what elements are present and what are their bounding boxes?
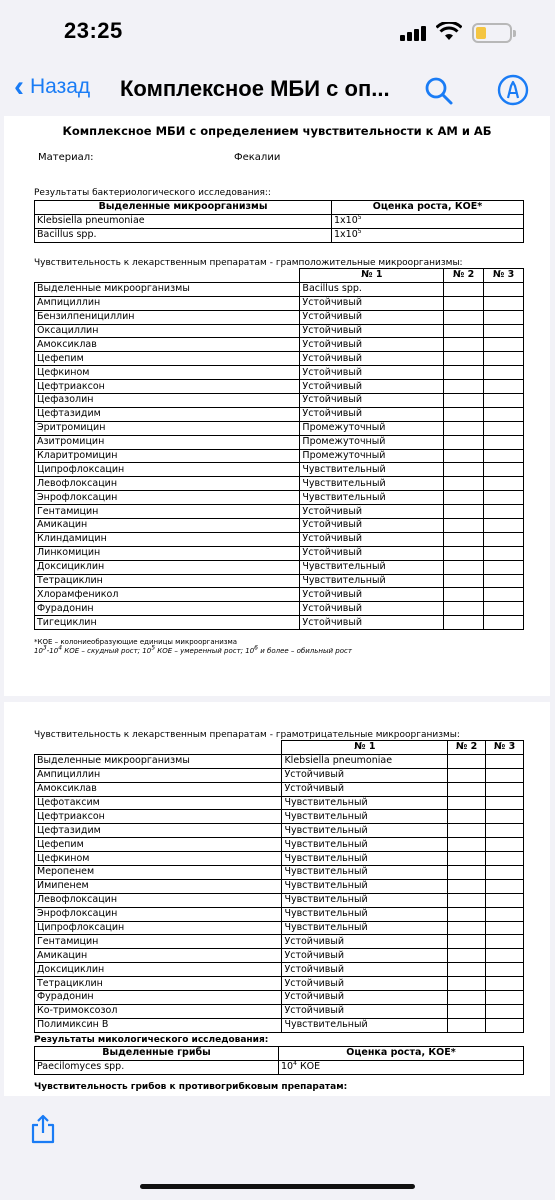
drug-name: Цефтазидим bbox=[35, 824, 282, 838]
myco-results-table bbox=[34, 1046, 524, 1075]
table-row bbox=[35, 463, 524, 477]
myco-section-label: Результаты микологического исследования: bbox=[34, 1035, 269, 1045]
column-header: № 3 bbox=[484, 269, 524, 283]
column-header: № 1 bbox=[282, 741, 448, 755]
drug-name: Ампициллин bbox=[35, 768, 282, 782]
drug-name: Тетрациклин bbox=[35, 977, 282, 991]
table-row bbox=[35, 796, 524, 810]
table-row bbox=[35, 810, 524, 824]
sensitivity-value: Устойчивый bbox=[300, 407, 444, 421]
table-row bbox=[35, 977, 524, 991]
sensitivity-value: Чувствительный bbox=[282, 866, 448, 880]
table-row bbox=[35, 282, 524, 296]
sensitivity-cell-3 bbox=[486, 977, 524, 991]
drug-name: Оксациллин bbox=[35, 324, 300, 338]
organism-name: Klebsiella pneumoniae bbox=[35, 214, 332, 228]
drug-name: Азитромицин bbox=[35, 435, 300, 449]
sensitivity-cell-3 bbox=[484, 380, 524, 394]
sensitivity-cell-2 bbox=[444, 477, 484, 491]
sensitivity-cell-2 bbox=[448, 949, 486, 963]
sensitivity-value: Чувствительный bbox=[300, 477, 444, 491]
sensitivity-cell-2 bbox=[444, 421, 484, 435]
table-row bbox=[35, 754, 524, 768]
sensitivity-cell-2 bbox=[448, 796, 486, 810]
table-row bbox=[35, 1018, 524, 1032]
table-row bbox=[35, 1004, 524, 1018]
sensitivity-cell-3 bbox=[484, 394, 524, 408]
table-row bbox=[35, 921, 524, 935]
sensitivity-cell-3 bbox=[484, 616, 524, 630]
table-row bbox=[35, 491, 524, 505]
sensitivity-cell-2 bbox=[444, 616, 484, 630]
drug-name: Ципрофлоксацин bbox=[35, 921, 282, 935]
table-row bbox=[35, 935, 524, 949]
drug-name: Эритромицин bbox=[35, 421, 300, 435]
sensitivity-cell-3 bbox=[484, 352, 524, 366]
column-header: № 3 bbox=[486, 741, 524, 755]
table-row bbox=[35, 435, 524, 449]
sensitivity-cell-2 bbox=[444, 463, 484, 477]
drug-name: Доксициклин bbox=[35, 560, 300, 574]
sensitivity-cell-2 bbox=[444, 338, 484, 352]
table-row bbox=[35, 824, 524, 838]
row-value: Bacillus spp. bbox=[300, 282, 444, 296]
sensitivity-cell-2 bbox=[444, 449, 484, 463]
table-row bbox=[35, 532, 524, 546]
page-title: Комплексное МБИ с оп... bbox=[120, 76, 390, 101]
table-row bbox=[35, 338, 524, 352]
sensitivity-cell-2 bbox=[444, 574, 484, 588]
sensitivity-value: Устойчивый bbox=[282, 768, 448, 782]
sensitivity-cell-3 bbox=[484, 324, 524, 338]
sensitivity-value: Чувствительный bbox=[300, 574, 444, 588]
drug-name: Амоксиклав bbox=[35, 782, 282, 796]
sensitivity-value: Устойчивый bbox=[300, 546, 444, 560]
sensitivity-cell-2 bbox=[444, 505, 484, 519]
table-row bbox=[35, 768, 524, 782]
drug-name: Цефтазидим bbox=[35, 407, 300, 421]
status-bar bbox=[0, 0, 555, 62]
table-row bbox=[35, 477, 524, 491]
sensitivity-cell-2 bbox=[448, 838, 486, 852]
sensitivity-value: Чувствительный bbox=[300, 491, 444, 505]
column-header: № 2 bbox=[444, 269, 484, 283]
sensitivity-value: Чувствительный bbox=[282, 1018, 448, 1032]
sensitivity-cell-3 bbox=[484, 574, 524, 588]
table-row bbox=[35, 546, 524, 560]
table-header: Оценка роста, КОЕ* bbox=[279, 1047, 524, 1061]
drug-name: Клиндамицин bbox=[35, 532, 300, 546]
bact-results-table bbox=[34, 200, 524, 243]
share-icon[interactable] bbox=[30, 1114, 56, 1144]
sensitivity-cell-3 bbox=[484, 491, 524, 505]
sensitivity-cell-3 bbox=[486, 1004, 524, 1018]
table-row bbox=[35, 574, 524, 588]
sensitivity-cell-2 bbox=[444, 296, 484, 310]
table-row bbox=[35, 366, 524, 380]
table-row bbox=[35, 866, 524, 880]
drug-name: Ампициллин bbox=[35, 296, 300, 310]
battery-icon bbox=[472, 23, 512, 43]
gram-positive-table bbox=[34, 268, 524, 630]
document-page-1 bbox=[4, 116, 550, 696]
drug-name: Цефотаксим bbox=[35, 796, 282, 810]
sensitivity-value: Устойчивый bbox=[300, 532, 444, 546]
material-value: Фекалии bbox=[234, 152, 281, 163]
sensitivity-value: Промежуточный bbox=[300, 449, 444, 463]
table-row bbox=[35, 380, 524, 394]
sensitivity-value: Промежуточный bbox=[300, 435, 444, 449]
table-row bbox=[35, 228, 524, 242]
sensitivity-value: Устойчивый bbox=[300, 519, 444, 533]
sensitivity-cell-3 bbox=[484, 407, 524, 421]
drug-name: Энрофлоксацин bbox=[35, 907, 282, 921]
sensitivity-cell-2 bbox=[444, 352, 484, 366]
growth-value: $1x10^5$ bbox=[332, 228, 524, 242]
table-row bbox=[35, 949, 524, 963]
sensitivity-cell-2 bbox=[448, 866, 486, 880]
sensitivity-value: Устойчивый bbox=[300, 310, 444, 324]
sensitivity-cell-3 bbox=[484, 477, 524, 491]
sensitivity-value: Устойчивый bbox=[300, 324, 444, 338]
sensitivity-value: Устойчивый bbox=[282, 935, 448, 949]
row-label: Выделенные микроорганизмы bbox=[35, 282, 300, 296]
drug-name: Фурадонин bbox=[35, 991, 282, 1005]
sensitivity-cell-3 bbox=[486, 949, 524, 963]
markup-pen-icon[interactable] bbox=[497, 74, 529, 106]
sensitivity-value: Устойчивый bbox=[300, 588, 444, 602]
antifungal-section-label: Чувствительность грибов к противогрибковым препаратам: bbox=[34, 1082, 348, 1092]
sensitivity-cell-2 bbox=[444, 602, 484, 616]
table-row bbox=[35, 519, 524, 533]
drug-name: Гентамицин bbox=[35, 505, 300, 519]
sensitivity-cell-2 bbox=[444, 519, 484, 533]
drug-name: Тетрациклин bbox=[35, 574, 300, 588]
table-row bbox=[35, 852, 524, 866]
sensitivity-cell-3 bbox=[484, 463, 524, 477]
sensitivity-cell-3 bbox=[484, 532, 524, 546]
sensitivity-cell-3 bbox=[484, 435, 524, 449]
table-row bbox=[35, 963, 524, 977]
drug-name: Тигециклин bbox=[35, 616, 300, 630]
sensitivity-cell-2 bbox=[448, 893, 486, 907]
wifi-icon bbox=[436, 22, 462, 42]
sensitivity-cell-3 bbox=[486, 935, 524, 949]
sensitivity-value: Чувствительный bbox=[282, 907, 448, 921]
sensitivity-cell-3 bbox=[486, 963, 524, 977]
document-title: Комплексное МБИ с определением чувствительности к АМ и АБ bbox=[62, 124, 492, 138]
sensitivity-value: Устойчивый bbox=[300, 366, 444, 380]
sensitivity-cell-3 bbox=[486, 991, 524, 1005]
sensitivity-value: Устойчивый bbox=[300, 616, 444, 630]
document-page-2 bbox=[4, 702, 550, 1096]
navigation-bar bbox=[0, 62, 555, 118]
sensitivity-value: Промежуточный bbox=[300, 421, 444, 435]
table-row bbox=[35, 1060, 524, 1074]
sensitivity-cell-3 bbox=[486, 810, 524, 824]
back-button[interactable] bbox=[14, 70, 91, 103]
drug-name: Левофлоксацин bbox=[35, 477, 300, 491]
drug-name: Амикацин bbox=[35, 519, 300, 533]
sensitivity-value: Чувствительный bbox=[282, 796, 448, 810]
sensitivity-value: Чувствительный bbox=[282, 893, 448, 907]
sensitivity-cell-2 bbox=[444, 394, 484, 408]
drug-name: Левофлоксацин bbox=[35, 893, 282, 907]
footnote-growth-scale: $10^3-10^4$ КОЕ – скудный рост; $10^5$ КОЕ – умеренный рост; $10^6$ и более – обильный рост bbox=[34, 644, 352, 655]
sensitivity-cell-2 bbox=[448, 1018, 486, 1032]
growth-value: $10^4$ КОЕ bbox=[279, 1060, 524, 1074]
table-row bbox=[35, 616, 524, 630]
drug-name: Имипенем bbox=[35, 879, 282, 893]
status-time: 23:25 bbox=[64, 18, 123, 43]
drug-name: Гентамицин bbox=[35, 935, 282, 949]
sensitivity-cell-3 bbox=[486, 782, 524, 796]
sensitivity-cell-2 bbox=[448, 879, 486, 893]
sensitivity-cell-3 bbox=[486, 921, 524, 935]
sensitivity-value: Чувствительный bbox=[282, 810, 448, 824]
row-label: Выделенные микроорганизмы bbox=[35, 754, 282, 768]
sensitivity-cell-3 bbox=[484, 366, 524, 380]
sensitivity-value: Устойчивый bbox=[300, 394, 444, 408]
drug-name: Цефтриаксон bbox=[35, 810, 282, 824]
gram-negative-table bbox=[34, 740, 524, 1033]
sensitivity-value: Устойчивый bbox=[282, 1004, 448, 1018]
table-row bbox=[35, 505, 524, 519]
sensitivity-cell-2 bbox=[444, 435, 484, 449]
drug-name: Доксициклин bbox=[35, 963, 282, 977]
table-row bbox=[35, 394, 524, 408]
search-icon[interactable] bbox=[424, 76, 454, 106]
sensitivity-cell-2 bbox=[448, 963, 486, 977]
sensitivity-value: Чувствительный bbox=[282, 852, 448, 866]
column-header: № 1 bbox=[300, 269, 444, 283]
sensitivity-cell-3 bbox=[484, 519, 524, 533]
row-value: Klebsiella pneumoniae bbox=[282, 754, 448, 768]
table-row bbox=[35, 310, 524, 324]
sensitivity-cell-3 bbox=[484, 421, 524, 435]
sensitivity-value: Устойчивый bbox=[282, 963, 448, 977]
sensitivity-cell-2 bbox=[448, 907, 486, 921]
sensitivity-cell-2 bbox=[448, 921, 486, 935]
drug-name: Хлорамфеникол bbox=[35, 588, 300, 602]
sensitivity-cell-2 bbox=[448, 824, 486, 838]
table-row bbox=[35, 588, 524, 602]
sensitivity-value: Устойчивый bbox=[300, 380, 444, 394]
fungus-name: Paecilomyces spp. bbox=[35, 1060, 279, 1074]
sensitivity-value: Устойчивый bbox=[282, 977, 448, 991]
sensitivity-value: Устойчивый bbox=[300, 602, 444, 616]
sensitivity-cell-2 bbox=[448, 991, 486, 1005]
chevron-left-icon: ‹ bbox=[14, 70, 24, 103]
organism-name: Bacillus spp. bbox=[35, 228, 332, 242]
table-header: Выделенные грибы bbox=[35, 1047, 279, 1061]
sensitivity-value: Устойчивый bbox=[282, 991, 448, 1005]
sensitivity-cell-2 bbox=[444, 560, 484, 574]
bact-section-label: Результаты бактериологического исследования:: bbox=[34, 188, 271, 198]
gn-section-label: Чувствительность к лекарственным препаратам - грамотрицательные микроорганизмы: bbox=[34, 730, 460, 740]
table-row bbox=[35, 602, 524, 616]
table-row bbox=[35, 352, 524, 366]
sensitivity-cell-3 bbox=[486, 768, 524, 782]
drug-name: Ципрофлоксацин bbox=[35, 463, 300, 477]
sensitivity-cell-3 bbox=[486, 866, 524, 880]
table-row bbox=[35, 324, 524, 338]
sensitivity-value: Чувствительный bbox=[300, 560, 444, 574]
sensitivity-cell-3 bbox=[484, 602, 524, 616]
sensitivity-value: Чувствительный bbox=[300, 463, 444, 477]
table-row bbox=[35, 907, 524, 921]
cellular-signal-icon bbox=[400, 25, 428, 41]
sensitivity-value: Чувствительный bbox=[282, 879, 448, 893]
sensitivity-cell-3 bbox=[484, 560, 524, 574]
sensitivity-cell-3 bbox=[486, 852, 524, 866]
sensitivity-cell-2 bbox=[448, 782, 486, 796]
sensitivity-cell-2 bbox=[448, 768, 486, 782]
sensitivity-cell-3 bbox=[484, 505, 524, 519]
table-row bbox=[35, 214, 524, 228]
gp-section-label: Чувствительность к лекарственным препаратам - грамположительные микроорганизмы: bbox=[34, 258, 463, 268]
drug-name: Амоксиклав bbox=[35, 338, 300, 352]
sensitivity-cell-2 bbox=[444, 310, 484, 324]
back-label: Назад bbox=[30, 75, 91, 98]
drug-name: Цефепим bbox=[35, 352, 300, 366]
table-row bbox=[35, 991, 524, 1005]
sensitivity-cell-2 bbox=[448, 810, 486, 824]
sensitivity-cell-2 bbox=[444, 532, 484, 546]
sensitivity-cell-2 bbox=[444, 407, 484, 421]
sensitivity-cell-3 bbox=[486, 907, 524, 921]
sensitivity-cell-3 bbox=[484, 588, 524, 602]
table-row bbox=[35, 449, 524, 463]
sensitivity-value: Чувствительный bbox=[282, 824, 448, 838]
sensitivity-cell-3 bbox=[484, 296, 524, 310]
growth-value: $1x10^5$ bbox=[332, 214, 524, 228]
drug-name: Бензилпенициллин bbox=[35, 310, 300, 324]
drug-name: Ко-тримоксозол bbox=[35, 1004, 282, 1018]
drug-name: Цефкином bbox=[35, 852, 282, 866]
drug-name: Цефкином bbox=[35, 366, 300, 380]
home-indicator bbox=[140, 1184, 415, 1189]
sensitivity-cell-3 bbox=[484, 310, 524, 324]
drug-name: Линкомицин bbox=[35, 546, 300, 560]
sensitivity-cell-3 bbox=[486, 824, 524, 838]
drug-name: Кларитромицин bbox=[35, 449, 300, 463]
sensitivity-cell-3 bbox=[486, 879, 524, 893]
sensitivity-cell-2 bbox=[444, 546, 484, 560]
drug-name: Энрофлоксацин bbox=[35, 491, 300, 505]
drug-name: Полимиксин В bbox=[35, 1018, 282, 1032]
sensitivity-cell-3 bbox=[484, 449, 524, 463]
material-label: Материал: bbox=[38, 152, 94, 163]
sensitivity-cell-3 bbox=[486, 1018, 524, 1032]
sensitivity-cell-3 bbox=[486, 838, 524, 852]
sensitivity-cell-2 bbox=[448, 852, 486, 866]
drug-name: Амикацин bbox=[35, 949, 282, 963]
table-row bbox=[35, 893, 524, 907]
sensitivity-value: Устойчивый bbox=[282, 949, 448, 963]
sensitivity-cell-2 bbox=[444, 491, 484, 505]
table-header: Оценка роста, КОЕ* bbox=[332, 201, 524, 215]
drug-name: Цефепим bbox=[35, 838, 282, 852]
table-row bbox=[35, 421, 524, 435]
table-header: Выделенные микроорганизмы bbox=[35, 201, 332, 215]
table-row bbox=[35, 296, 524, 310]
table-row bbox=[35, 879, 524, 893]
column-header: № 2 bbox=[448, 741, 486, 755]
drug-name: Фурадонин bbox=[35, 602, 300, 616]
sensitivity-cell-3 bbox=[486, 796, 524, 810]
sensitivity-cell-2 bbox=[444, 366, 484, 380]
sensitivity-cell-3 bbox=[484, 546, 524, 560]
sensitivity-cell-3 bbox=[484, 338, 524, 352]
table-row bbox=[35, 407, 524, 421]
sensitivity-value: Устойчивый bbox=[300, 338, 444, 352]
sensitivity-cell-3 bbox=[486, 893, 524, 907]
sensitivity-cell-2 bbox=[444, 380, 484, 394]
sensitivity-value: Чувствительный bbox=[282, 921, 448, 935]
sensitivity-cell-2 bbox=[444, 588, 484, 602]
sensitivity-cell-2 bbox=[448, 935, 486, 949]
table-row bbox=[35, 782, 524, 796]
table-row bbox=[35, 838, 524, 852]
sensitivity-cell-2 bbox=[448, 977, 486, 991]
sensitivity-cell-2 bbox=[444, 324, 484, 338]
table-row bbox=[35, 560, 524, 574]
sensitivity-value: Устойчивый bbox=[300, 505, 444, 519]
sensitivity-value: Чувствительный bbox=[282, 838, 448, 852]
drug-name: Меропенем bbox=[35, 866, 282, 880]
footnote-cfu: *КОЕ – колониеобразующие единицы микроорганизма bbox=[34, 638, 238, 646]
sensitivity-value: Устойчивый bbox=[300, 296, 444, 310]
sensitivity-cell-2 bbox=[448, 1004, 486, 1018]
drug-name: Цефазолин bbox=[35, 394, 300, 408]
drug-name: Цефтриаксон bbox=[35, 380, 300, 394]
sensitivity-value: Устойчивый bbox=[300, 352, 444, 366]
sensitivity-value: Устойчивый bbox=[282, 782, 448, 796]
